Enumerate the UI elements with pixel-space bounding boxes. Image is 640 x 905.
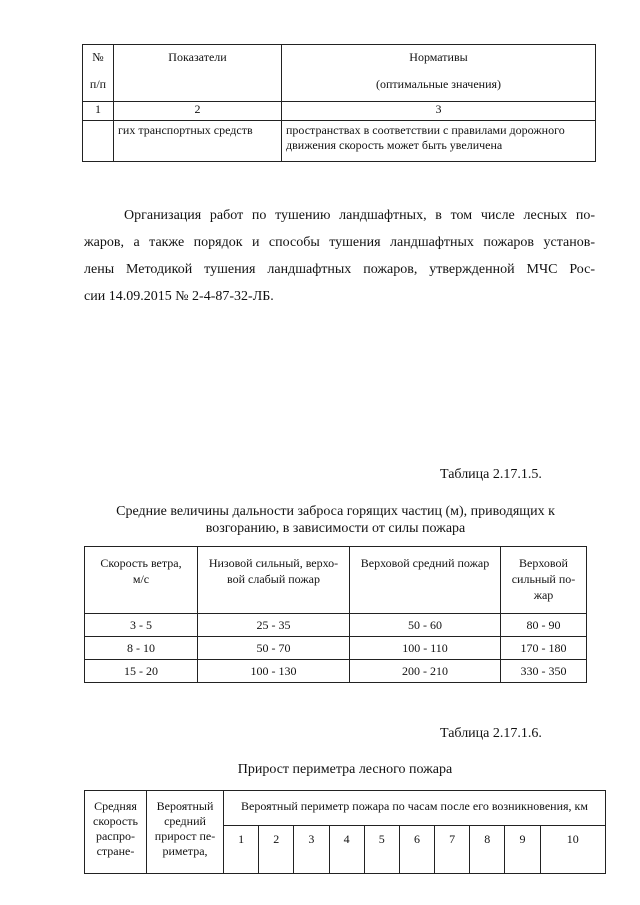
table-header-row — [83, 45, 596, 102]
table-row — [85, 660, 587, 683]
paragraph-line-1: Организация работ по тушению ландшафтных, в том числе лесных по- — [124, 208, 595, 223]
norms-table — [82, 44, 596, 162]
cell-crown-strong: 330 - 350 — [501, 660, 587, 683]
header-growth-line3: прирост пе- — [154, 829, 216, 843]
header-cell-crown-medium: Верховой средний пожар — [350, 547, 501, 614]
cell-low: 25 - 35 — [198, 614, 350, 637]
header-cell-perimeter: Вероятный периметр пожара по часам после его возникновения, км — [224, 791, 606, 826]
header-cell-spread-speed — [85, 791, 147, 874]
hour-cell: 4 — [329, 826, 364, 874]
row-norm-line1: пространствах в соответствии с правилами дорожного — [286, 123, 565, 137]
index-cell-3: 3 — [282, 102, 596, 121]
header-growth-line1: Вероятный — [156, 799, 214, 813]
table-label-2-17-1-6: Таблица 2.17.1.6. — [440, 726, 542, 741]
header-num-line1: № — [92, 50, 104, 64]
cell-crown-medium: 100 - 110 — [350, 637, 501, 660]
header-cell-norms — [282, 45, 596, 102]
header-low-line2: вой слабый пожар — [227, 572, 320, 586]
table-row — [85, 637, 587, 660]
cell-low: 100 - 130 — [198, 660, 350, 683]
cell-low: 50 - 70 — [198, 637, 350, 660]
cell-crown-medium: 50 - 60 — [350, 614, 501, 637]
cell-wind: 3 - 5 — [85, 614, 198, 637]
hour-cell: 6 — [399, 826, 434, 874]
row-norm-line2: движения скорость может быть увеличена — [286, 138, 503, 152]
header-crown-line1: Верховой — [519, 556, 568, 570]
cell-crown-strong: 170 - 180 — [501, 637, 587, 660]
ember-distance-table — [84, 546, 587, 683]
body-paragraph — [84, 202, 595, 310]
hour-cell: 7 — [435, 826, 470, 874]
table-row — [83, 121, 596, 162]
header-cell-wind-speed — [85, 547, 198, 614]
header-growth-line2: средний — [164, 814, 206, 828]
header-cell-low-strong — [198, 547, 350, 614]
hour-cell: 9 — [505, 826, 540, 874]
header-speed-line1: Средняя — [94, 799, 137, 813]
hour-cell: 8 — [470, 826, 505, 874]
table-header-row — [85, 791, 606, 826]
header-low-line1: Низовой сильный, верхо- — [208, 556, 339, 570]
cell-crown-strong: 80 - 90 — [501, 614, 587, 637]
index-cell-2: 2 — [114, 102, 282, 121]
paragraph-line-3: лены Методикой тушения ландшафтных пожаров, утвержденной МЧС Рос- — [84, 262, 595, 277]
row-norm-cell — [282, 121, 596, 162]
hour-cell: 5 — [364, 826, 399, 874]
header-crown-line2: сильный по- — [511, 572, 576, 586]
cell-wind: 8 - 10 — [85, 637, 198, 660]
cell-wind: 15 - 20 — [85, 660, 198, 683]
table-label-2-17-1-5: Таблица 2.17.1.5. — [440, 467, 542, 482]
index-cell-1: 1 — [83, 102, 114, 121]
hour-cell: 1 — [224, 826, 259, 874]
table-row — [85, 614, 587, 637]
row-indicator-cell: гих транспортных средств — [114, 121, 282, 162]
hour-cell: 10 — [540, 826, 605, 874]
header-norms-line1: Нормативы — [409, 50, 468, 64]
header-cell-number — [83, 45, 114, 102]
header-wind-line2: м/с — [132, 572, 150, 586]
table-title-2-17-1-5 — [84, 503, 587, 537]
header-speed-line4: стране- — [96, 844, 135, 858]
header-norms-line2: (оптимальные значения) — [375, 77, 502, 91]
cell-crown-medium: 200 - 210 — [350, 660, 501, 683]
perimeter-growth-table — [84, 790, 606, 874]
header-cell-indicators: Показатели — [114, 45, 282, 102]
header-growth-line4: риметра, — [162, 844, 208, 858]
header-speed-line3: распро- — [95, 829, 136, 843]
header-speed-line2: скорость — [93, 814, 138, 828]
header-cell-growth — [147, 791, 224, 874]
table-index-row — [83, 102, 596, 121]
hour-cell: 3 — [294, 826, 329, 874]
header-num-line2: п/п — [89, 77, 107, 91]
hour-cell: 2 — [259, 826, 294, 874]
paragraph-line-2: жаров, а также порядок и способы тушения ландшафтных пожаров установ- — [84, 235, 595, 250]
header-wind-line1: Скорость ветра, — [100, 556, 182, 570]
table-title-line2: возгоранию, в зависимости от силы пожара — [205, 521, 466, 536]
row-num-cell — [83, 121, 114, 162]
header-crown-line3: жар — [533, 588, 554, 602]
table-header-row — [85, 547, 587, 614]
paragraph-line-4: сии 14.09.2015 № 2-4-87-32-ЛБ. — [84, 289, 274, 304]
table-title-line1: Средние величины дальности заброса горящих частиц (м), приводящих к — [116, 504, 555, 519]
header-cell-crown-strong — [501, 547, 587, 614]
table-title-2-17-1-6: Прирост периметра лесного пожара — [237, 762, 453, 777]
